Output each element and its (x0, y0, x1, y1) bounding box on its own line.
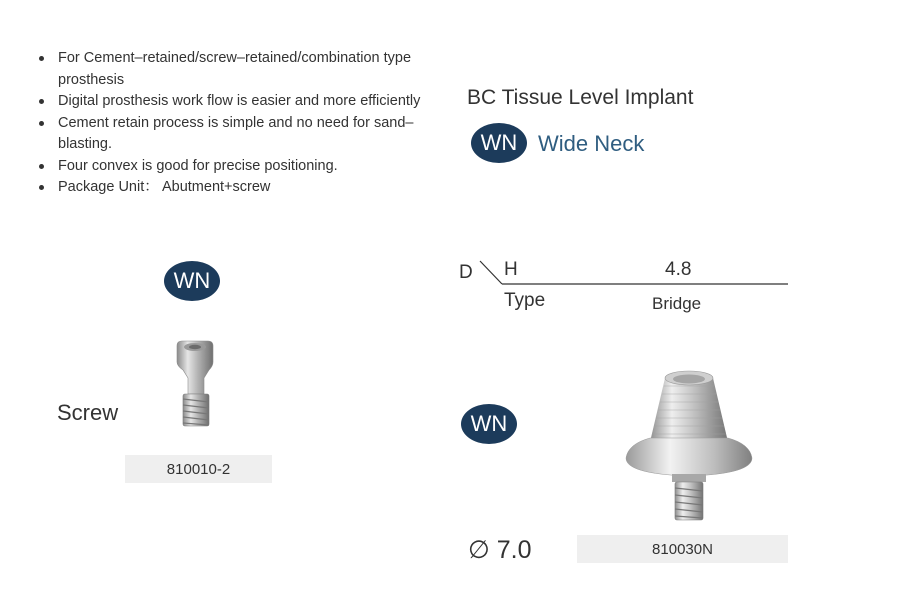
abutment-neck-badge: WN (461, 404, 517, 444)
abutment-code: 810030N (577, 535, 788, 563)
h-value: 4.8 (665, 259, 692, 280)
type-label: Type (504, 290, 546, 311)
neck-badge: WN (471, 123, 527, 163)
bullet-dot-icon (39, 56, 44, 61)
screw-code: 810010-2 (125, 455, 272, 483)
d-label: D (459, 262, 473, 283)
page-title: BC Tissue Level Implant (467, 86, 694, 109)
screw-label: Screw (57, 400, 119, 425)
screw-neck-badge: WN (164, 261, 220, 301)
feature-item (38, 91, 438, 113)
feature-text: Four convex is good for precise positioning. (58, 157, 338, 174)
type-value: Bridge (652, 294, 702, 313)
diameter-label: ∅ 7.0 (468, 536, 532, 564)
feature-text: For Cement–retained/screw–retained/combination type prosthesis (58, 50, 412, 88)
neck-label: Wide Neck (538, 131, 645, 156)
feature-text: Cement retain process is simple and no need for sand–blasting. (58, 114, 414, 152)
h-label: H (504, 259, 518, 280)
bullet-dot-icon (39, 185, 44, 190)
bullet-dot-icon (39, 164, 44, 169)
diagonal-divider (480, 259, 790, 289)
feature-list (38, 48, 438, 199)
screw-image (168, 336, 224, 432)
feature-text: Package Unit： Abutment+screw (58, 179, 271, 195)
feature-item (38, 177, 438, 199)
feature-item (38, 113, 438, 156)
bullet-dot-icon (39, 121, 44, 126)
bullet-dot-icon (39, 99, 44, 104)
feature-text: Digital prosthesis work flow is easier and more efficiently (58, 93, 421, 109)
abutment-image (620, 366, 760, 526)
feature-item (38, 48, 438, 91)
feature-item (38, 156, 438, 178)
